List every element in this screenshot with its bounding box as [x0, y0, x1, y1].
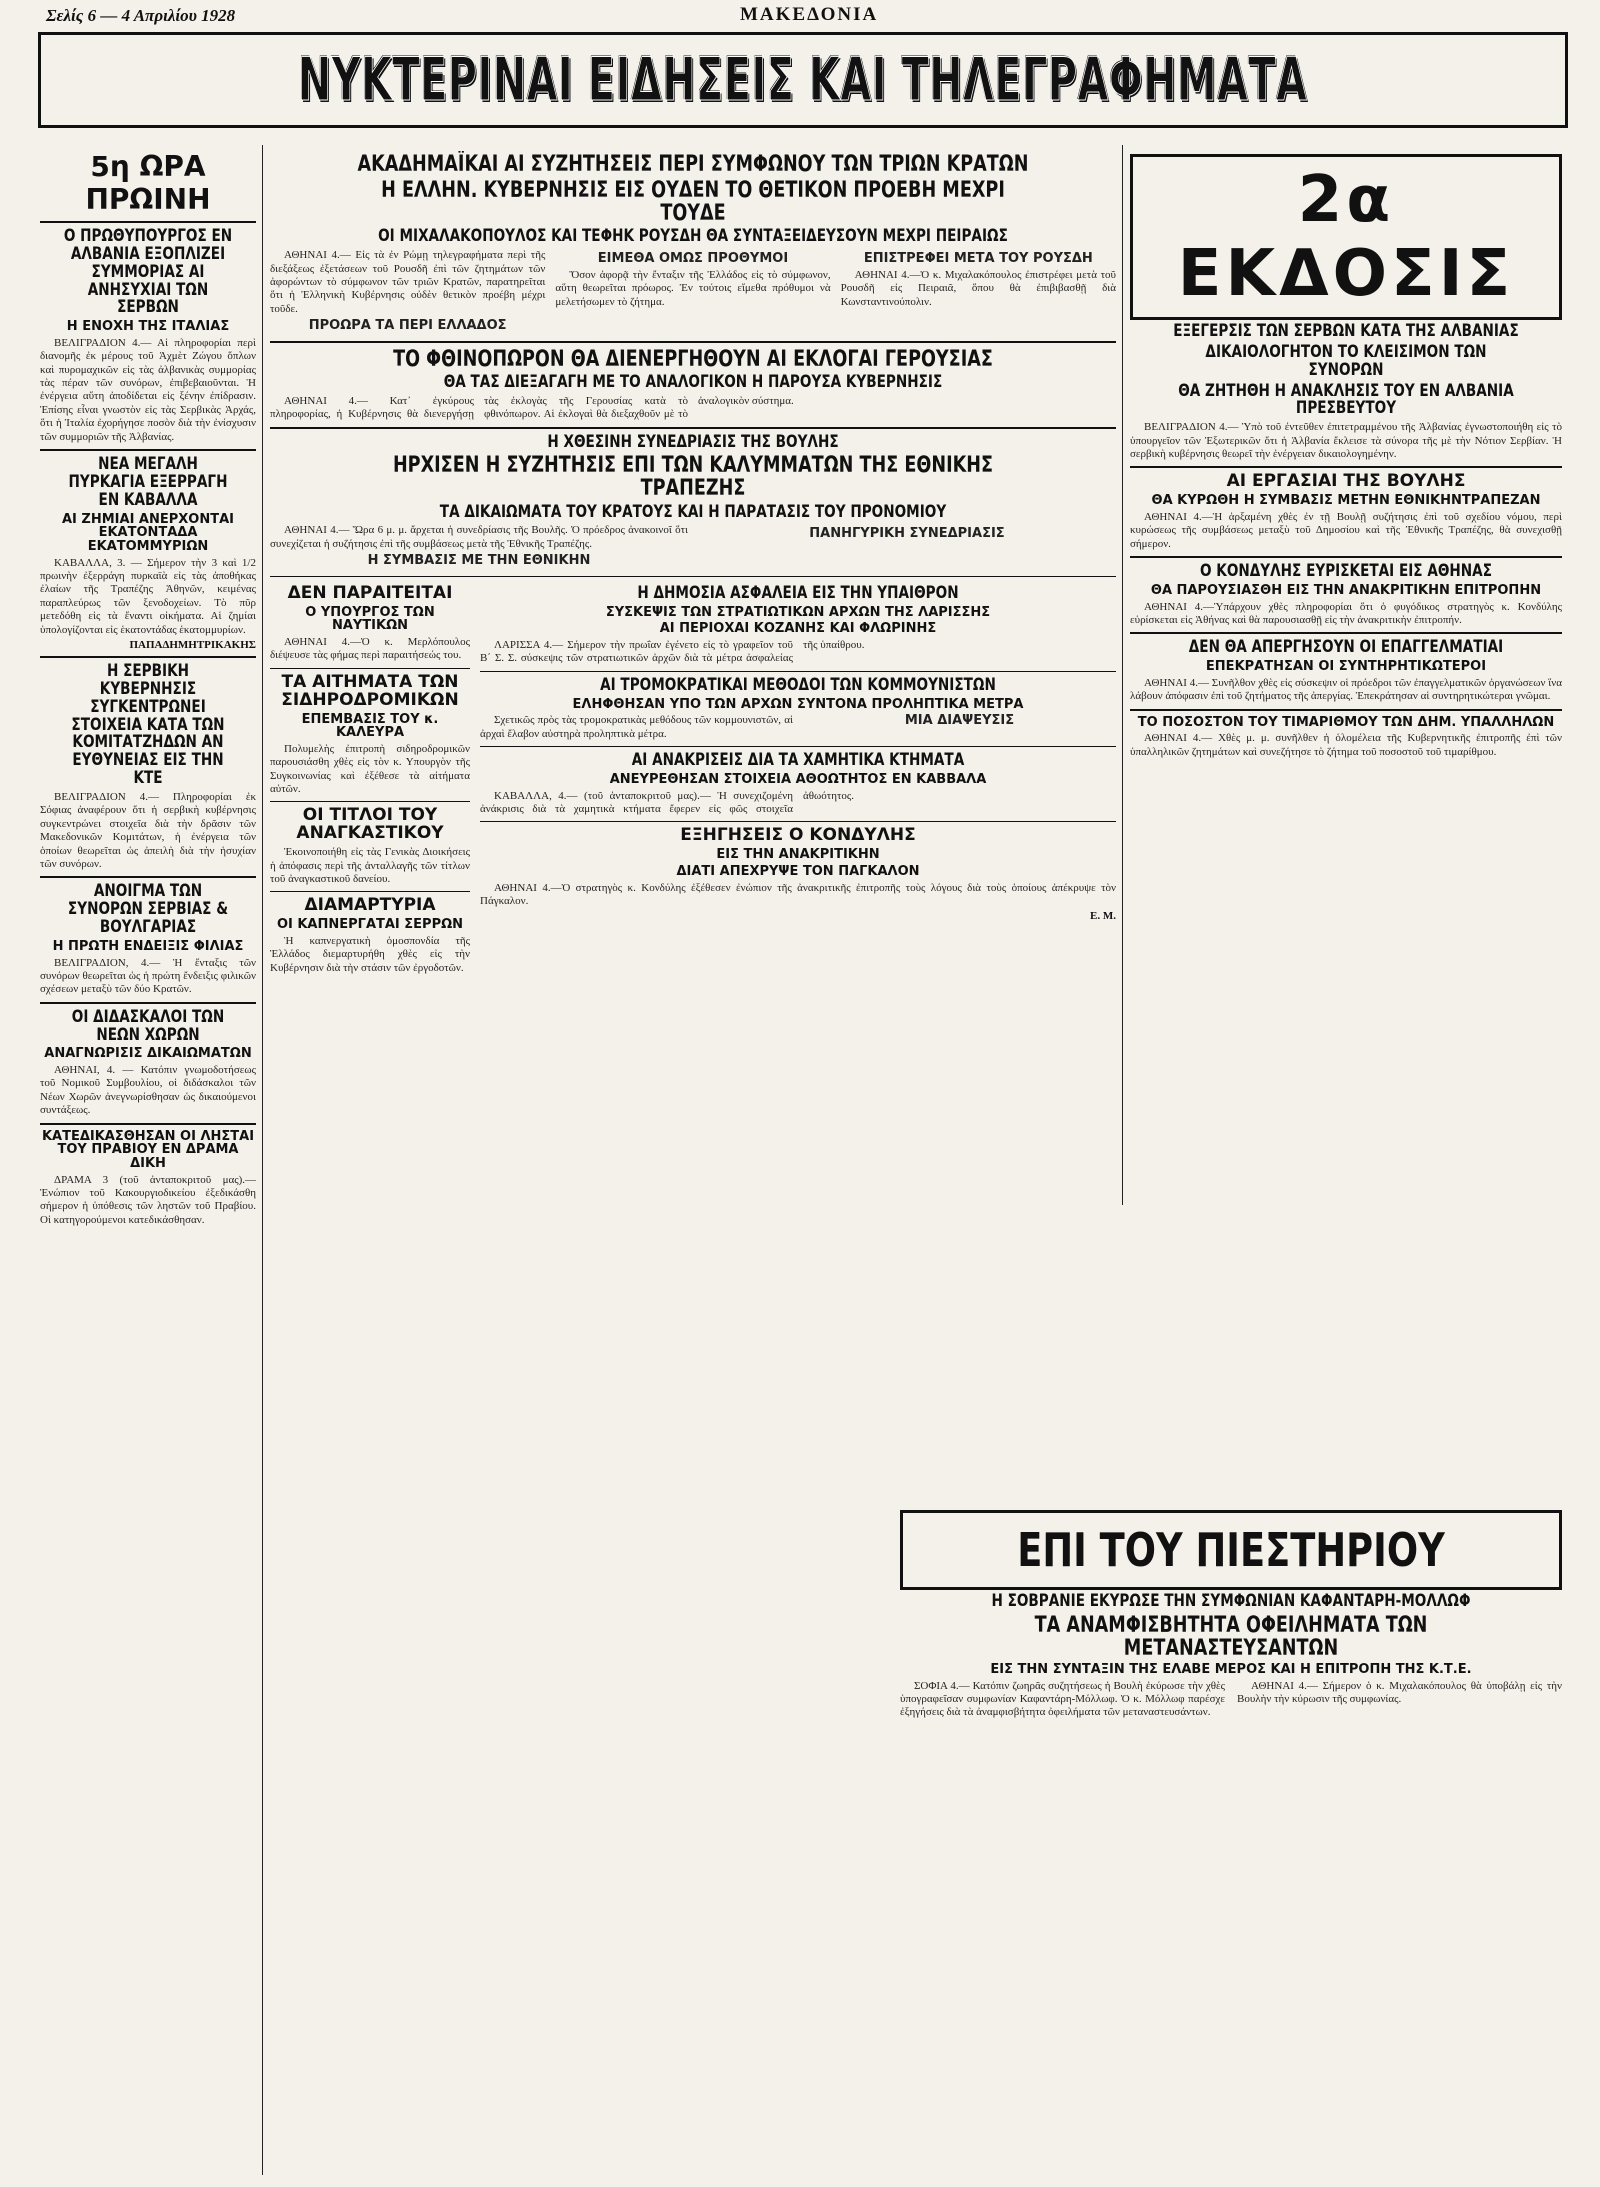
article-title: ΤΟ ΠΟΣΟΣΤΟΝ ΤΟΥ ΤΙΜΑΡΙΘΜΟΥ ΤΩΝ ΔΗΜ. ΥΠΑΛΛΗΛΩΝ [1137, 714, 1555, 730]
article-body: ΑΘΗΝΑΙ, 4. — Κατόπιν γνωμοδοτήσεως τοῦ Νομικοῦ Συμβουλίου, οἱ διδάσκαλοι τῶν Νέων Χωρῶν ἀνεγνωρίσθησαν ὡς δικαιούμενοι συντάξεως. [40, 1064, 256, 1117]
divider [40, 656, 256, 658]
banner-title: ΝΥΚΤΕΡΙΝΑΙ ΕΙΔΗΣΕΙΣ ΚΑΙ ΤΗΛΕΓΡΑΦΗΜΑΤΑ [298, 45, 1308, 115]
parliament-columns [270, 524, 1116, 570]
divider [40, 449, 256, 451]
article-body: Ἐκοινοποιήθη εἰς τὰς Γενικὰς Διοικήσεις ἡ ἀπόφασις περὶ τῆς ἀνταλλαγῆς τῶν τίτλων τοῦ ἀναγκαστικοῦ δανείου. [270, 846, 470, 885]
article-body: ΑΘΗΝΑΙ 4.— Συνῆλθον χθὲς εἰς σύσκεψιν οἱ πρόεδροι τῶν ἐπαγγελματικῶν ὀργανώσεων ἵνα λάβουν ἀπόφασιν ἐπὶ τοῦ ζητήματος τῆς ἀπεργίας. Ἐπεκράτησαν αἱ συντηρητικώτεραι γνῶμαι. [1130, 676, 1562, 703]
article-subtitle: ΘΑ ΚΥΡΩΘΗ Η ΣΥΜΒΑΣΙΣ ΜΕΤΗΝ ΕΘΝΙΚΗΝΤΡΑΠΕΖΑΝ [1151, 493, 1541, 509]
mini-heading: ΕΠΙΣΤΡΕΦΕΙ ΜΕΤΑ ΤΟΥ ΡΟΥΣΔΗ [863, 251, 1093, 267]
press-subtitle-2: ΤΑ ΑΝΑΜΦΙΣΒΗΤΗΤΑ ΟΦΕΙΛΗΜΑΤΑ ΤΩΝ ΜΕΤΑΝΑΣΤΕΥΣΑΝΤΩΝ [1034, 1612, 1428, 1661]
article-title: ΚΑΤΕΔΙΚΑΣΘΗΣΑΝ ΟΙ ΛΗΣΤΑΙ ΤΟΥ ΠΡΑΒΙΟΥ ΕΝ ΔΡΑΜΑ ΔΙΚΗ [41, 1128, 255, 1171]
divider [480, 821, 1116, 822]
article-title: ΑΙ ΤΡΟΜΟΚΡΑΤΙΚΑΙ ΜΕΘΟΔΟΙ ΤΩΝ ΚΟΜΜΟΥΝΙΣΤΩΝ [600, 674, 996, 695]
article-title: ΕΞΗΓΗΣΕΙΣ Ο ΚΟΝΔΥΛΗΣ [680, 825, 916, 846]
divider [480, 671, 1116, 672]
lead-body: ΑΘΗΝΑΙ 4.— Εἰς τὰ ἐν Ρώμῃ τηλεγραφήματα περὶ τῆς διεξάξεως ἐξετάσεων τοῦ Ρουσδῆ ἐπὶ τῶν ζητημάτων τῶν ἀφορώντων τὸ σύμφωνον τῶν τριῶν Κρατῶν, παρατηρεῖται ὅτι ἡ Ἑλληνικὴ Κυβέρνησις οὐδὲν θετικὸν προέβη μέχρι τοῦδε. ΠΡΟΩΡΑ ΤΑ ΠΕΡΙ ΕΛΛΑΔΟΣ [270, 249, 546, 334]
press-subtitle: Η ΣΟΒΡΑΝΙΕ ΕΚΥΡΩΣΕ ΤΗΝ ΣΥΜΦΩΝΙΑΝ ΚΑΦΑΝΤΑΡΗ-ΜΟΛΛΩΦ [991, 1591, 1471, 1611]
article-title: ΝΕΑ ΜΕΓΑΛΗ ΠΥΡΚΑΓΙΑ ΕΞΕΡΡΑΓΗ ΕΝ ΚΑΒΑΛΛΑ [68, 454, 228, 510]
center-lower-right [480, 582, 1116, 977]
article-subtitle: ΣΥΣΚΕΨΙΣ ΤΩΝ ΣΤΡΑΤΙΩΤΙΚΩΝ ΑΡΧΩΝ ΤΗΣ ΛΑΡΙΣΣΗΣ [605, 604, 991, 620]
article-title: ΟΙ ΔΙΔΑΣΚΑΛΟΙ ΤΩΝ ΝΕΩΝ ΧΩΡΩΝ [71, 1006, 225, 1045]
paper-name: ΜΑΚΕΔΟΝΙΑ [740, 4, 879, 25]
lead-body-columns [270, 249, 1116, 336]
article-subtitle: ΟΙ ΚΑΠΝΕΡΓΑΤΑΙ ΣΕΡΡΩΝ [276, 917, 464, 933]
divider [40, 1123, 256, 1125]
article-body: ΒΕΛΙΓΡΑΔΙΟΝ 4.— Πληροφορίαι ἐκ Σόφιας ἀναφέρουν ὅτι ἡ σερβικὴ κυβέρνησις συγκεντρώνει στοιχεῖα διὰ τὴν δρᾶσιν τῶν Μακεδονικῶν Κομιτάτων, ἡ ἐνέργεια τῶν ὁποίων θεωρεῖται ὡς ἀπειλὴ διὰ τὴν ἡσυχίαν τῶν συνόρων. [40, 790, 256, 870]
mini-heading: Η ΣΥΜΒΑΣΙΣ ΜΕ ΤΗΝ ΕΘΝΙΚΗΝ [367, 553, 591, 569]
parliament-body: ΑΘΗΝΑΙ 4.— Ὥρα 6 μ. μ. ἄρχεται ἡ συνεδρίασις τῆς Βουλῆς. Ὁ πρόεδρος ἀνακοινοῖ ὅτι συνεχίζεται ἡ συζήτησις ἐπὶ τῆς συμβάσεως μετὰ τῆς Ἐθνικῆς Τραπέζης. Η ΣΥΜΒΑΣΙΣ ΜΕ ΤΗΝ ΕΘΝΙΚΗΝ [270, 524, 688, 569]
lead-title: ΑΚΑΔΗΜΑΪΚΑΙ ΑΙ ΣΥΖΗΤΗΣΕΙΣ ΠΕΡΙ ΣΥΜΦΩΝΟΥ ΤΩΝ ΤΡΙΩΝ ΚΡΑΤΩΝ [357, 152, 1029, 177]
article-title: ΕΞΕΓΕΡΣΙΣ ΤΩΝ ΣΕΡΒΩΝ ΚΑΤΑ ΤΗΣ ΑΛΒΑΝΙΑΣ [1173, 321, 1519, 341]
lead-body: ΕΙΜΕΘΑ ΟΜΩΣ ΠΡΟΘΥΜΟΙ Ὅσον ἀφορᾷ τὴν ἔνταξιν τῆς Ἑλλάδος εἰς τὸ σύμφωνον, αὕτη θεωρεῖται πρόωρος. Ἐν τούτοις εἴμεθα πρόθυμοι νὰ μελετήσωμεν τὸ ζήτημα. [555, 251, 831, 308]
article-body: ΔΡΑΜΑ 3 (τοῦ ἀνταποκριτοῦ μας).— Ἐνώπιον τοῦ Κακουργιοδικείου ἐξεδικάσθη σήμερον ἡ ὑπόθεσις τῶν ληστῶν τοῦ Πραβίου. Οἱ κατηγορούμενοι κατεδικάσθησαν. [40, 1173, 256, 1226]
article-title: ΔΕΝ ΠΑΡΑΙΤΕΙΤΑΙ [287, 582, 453, 603]
right-column [1130, 150, 1562, 1210]
article-body: Σχετικῶς πρὸς τὰς τρομοκρατικὰς μεθόδους τῶν κομμουνιστῶν, αἱ ἀρχαὶ ἔλαβον αὐστηρὰ προληπτικὰ μέτρα. ΜΙΑ ΔΙΑΨΕΥΣΙΣ [480, 714, 1116, 741]
divider [270, 891, 470, 892]
divider [40, 876, 256, 878]
article-subtitle: Η ΠΡΩΤΗ ΕΝΔΕΙΞΙΣ ΦΙΛΙΑΣ [52, 938, 244, 954]
press-subtitle-3: ΕΙΣ ΤΗΝ ΣΥΝΤΑΞΙΝ ΤΗΣ ΕΛΑΒΕ ΜΕΡΟΣ ΚΑΙ Η ΕΠΙΤΡΟΠΗ ΤΗΣ Κ.Τ.Ε. [990, 1662, 1472, 1678]
lead-subtitle: Η ΕΛΛΗΝ. ΚΥΒΕΡΝΗΣΙΣ ΕΙΣ ΟΥΔΕΝ ΤΟ ΘΕΤΙΚΟΝ ΠΡΟΕΒΗ ΜΕΧΡΙ ΤΟΥΔΕ [381, 178, 1005, 227]
left-column [40, 150, 256, 2180]
article-signature: ΠΑΠΑΔΗΜΗΤΡΙΚΑΚΗΣ [129, 639, 256, 651]
divider [270, 427, 1116, 429]
center-lower-left [270, 582, 470, 977]
article-title: ΑΝΟΙΓΜΑ ΤΩΝ ΣΥΝΟΡΩΝ ΣΕΡΒΙΑΣ & ΒΟΥΛΓΑΡΙΑΣ [67, 881, 229, 938]
divider [480, 746, 1116, 747]
lead-subtitle-2: ΟΙ ΜΙΧΑΛΑΚΟΠΟΥΛΟΣ ΚΑΙ ΤΕΦΗΚ ΡΟΥΣΔΗ ΘΑ ΣΥΝΤΑΞΕΙΔΕΥΣΟΥΝ ΜΕΧΡΙ ΠΕΙΡΑΙΩΣ [378, 226, 1008, 247]
article-subtitle: ΕΠΕΚΡΑΤΗΣΑΝ ΟΙ ΣΥΝΤΗΡΗΤΙΚΩΤΕΡΟΙ [1205, 659, 1487, 675]
article-body: ΑΘΗΝΑΙ 4.—Ἡ ἀρξαμένη χθὲς ἐν τῇ Βουλῇ συζήτησις ἐπὶ τοῦ σχεδίου νόμου, περὶ κυρώσεως τῆς συμβάσεως μεταξὺ τοῦ Δημοσίου καὶ τῆς Ἐθνικῆς Τραπέζης, θὰ συνεχισθῇ σήμερον. [1130, 510, 1562, 550]
edition-label: 2α ΕΚΔΟΣΙΣ [1177, 163, 1515, 311]
article-body: ΒΕΛΙΓΡΑΔΙΟΝ 4.— Αἱ πληροφορίαι περὶ διανομῆς ἐκ μέρους τοῦ Ἀχμὲτ Ζώγου ὅπλων καὶ πυρομαχικῶν εἰς τὰς ἀλβανικὰς συμμορίας τὰς πέραν τῶν συνόρων, ἐπιβεβαιοῦνται. Ἡ ἐνέργεια αὕτη ἀποδίδεται εἰς ξένην ἐπίδρασιν. Ἐπίσης εἶναι γνωστὸν εἰς τὰς Σερβικὰς Ἀρχάς, ὅτι ἡ Ἰταλία ἐχορήγησε ποσὸν διὰ τὴν ἐνίσχυσιν τῶν συμμοριῶν τῆς Ἀλβανίας. [40, 336, 256, 443]
article-body: ΑΘΗΝΑΙ 4.— Χθὲς μ. μ. συνῆλθεν ἡ ὁλομέλεια τῆς Κυβερνητικῆς ἐπιτροπῆς ἐπὶ τῶν ὑπαλληλικῶν ζητημάτων καὶ συνεζήτησε τὸ ζήτημα τοῦ ποσοστοῦ τοῦ τιμαρίθμου. [1130, 732, 1562, 758]
divider [270, 801, 470, 802]
parliament-body [698, 524, 1116, 570]
parliament-subtitle-2: ΤΑ ΔΙΚΑΙΩΜΑΤΑ ΤΟΥ ΚΡΑΤΟΥΣ ΚΑΙ Η ΠΑΡΑΤΑΣΙΣ ΤΟΥ ΠΡΟΝΟΜΙΟΥ [439, 501, 947, 522]
divider [40, 1002, 256, 1004]
article-subtitle: ΔΙΚΑΙΟΛΟΓΗΤΟΝ ΤΟ ΚΛΕΙΣΙΜΟΝ ΤΩΝ ΣΥΝΟΡΩΝ [1205, 341, 1487, 380]
article-subtitle: ΑΙ ΖΗΜΙΑΙ ΑΝΕΡΧΟΝΤΑΙ ΕΚΑΤΟΝΤΑΔΑ ΕΚΑΤΟΜΜΥΡΙΩΝ [62, 511, 234, 554]
article-title: Η ΔΗΜΟΣΙΑ ΑΣΦΑΛΕΙΑ ΕΙΣ ΤΗΝ ΥΠΑΙΘΡΟΝ [637, 582, 959, 603]
article-subtitle: ΕΛΗΦΘΗΣΑΝ ΥΠΟ ΤΩΝ ΑΡΧΩΝ ΣΥΝΤΟΝΑ ΠΡΟΛΗΠΤΙΚΑ ΜΕΤΡΑ [572, 696, 1024, 712]
article-title: Ο ΠΡΩΘΥΠΟΥΡΓΟΣ ΕΝ ΑΛΒΑΝΙΑ ΕΞΟΠΛΙΖΕΙ ΣΥΜΜΟΡΙΑΣ ΑΙ ΑΝΗΣΥΧΙΑΙ ΤΩΝ ΣΕΡΒΩΝ [63, 226, 233, 318]
article-title: ΑΙ ΑΝΑΚΡΙΣΕΙΣ ΔΙΑ ΤΑ ΧΑΜΗΤΙΚΑ ΚΤΗΜΑΤΑ [631, 750, 965, 771]
mini-heading: ΠΡΟΩΡΑ ΤΑ ΠΕΡΙ ΕΛΛΑΔΟΣ [308, 318, 507, 334]
column-rule [262, 145, 263, 2175]
article-title: ΑΙ ΕΡΓΑΣΙΑΙ ΤΗΣ ΒΟΥΛΗΣ [1226, 471, 1466, 492]
article-title: ΤΑ ΑΙΤΗΜΑΤΑ ΤΩΝ ΣΙΔΗΡΟΔΡΟΜΙΚΩΝ [281, 671, 459, 710]
senate-subtitle: ΘΑ ΤΑΣ ΔΙΕΞΑΓΑΓΗ ΜΕ ΤΟ ΑΝΑΛΟΓΙΚΟΝ Η ΠΑΡΟΥΣΑ ΚΥΒΕΡΝΗΣΙΣ [443, 371, 943, 392]
article-subtitle: ΑΝΕΥΡΕΘΗΣΑΝ ΣΤΟΙΧΕΙΑ ΑΘΟΩΤΗΤΟΣ ΕΝ ΚΑΒΒΑΛΑ [609, 771, 987, 787]
mini-heading: ΕΙΜΕΘΑ ΟΜΩΣ ΠΡΟΘΥΜΟΙ [597, 251, 789, 267]
article-subtitle: ΕΠΕΜΒΑΣΙΣ ΤΟΥ κ. ΚΑΛΕΥΡΑ [301, 711, 439, 741]
parliament-title: Η ΧΘΕΣΙΝΗ ΣΥΝΕΔΡΙΑΣΙΣ ΤΗΣ ΒΟΥΛΗΣ [547, 431, 839, 452]
divider [1130, 632, 1562, 634]
article-subtitle-2: ΘΑ ΖΗΤΗΘΗ Η ΑΝΑΚΛΗΣΙΣ ΤΟΥ ΕΝ ΑΛΒΑΝΙΑ ΠΡΕΣΒΕΥΤΟΥ [1178, 380, 1514, 419]
article-body: ΒΕΛΙΓΡΑΔΙΟΝ 4.— Ὑπὸ τοῦ ἐντεῦθεν ἐπιτετραμμένου τῆς Ἀλβανίας ἐγνωστοποιήθη εἰς τὸ ὑπουργεῖον τῶν Ἐξωτερικῶν ὅτι ἡ Ἀλβανία ἔκλεισε τὰ σύνορα τῆς μὲ τὴν Νότιον Σερβίαν. Ἡ σερβικὴ κυβέρνησις θεωρεῖ τὴν ἐνέργειαν δικαιολογημένην. [1130, 421, 1562, 461]
article-body: ΑΘΗΝΑΙ 4.—Ὁ στρατηγὸς κ. Κονδύλης ἐξέθεσεν ἐνώπιον τῆς ἀνακριτικῆς ἐπιτροπῆς τοὺς λόγους διὰ τοὺς ὁποίους ἀπέκρυψε τὸν Πάγκαλον. [480, 881, 1116, 907]
column-rule [1122, 145, 1123, 1205]
press-body: ΣΟΦΙΑ 4.— Κατόπιν ζωηρᾶς συζητήσεως ἡ Βουλὴ ἐκύρωσε τὴν χθὲς ὑπογραφεῖσαν συμφωνίαν Καφαντάρη-Μόλλωφ. Ὁ κ. Μόλλωφ παρέσχε ἐξηγήσεις διὰ τὰ ἀναμφισβήτητα ὀφειλήματα τῶν μεταναστευσάντων. ΑΘΗΝΑΙ 4.— Σήμερον ὁ κ. Μιχαλακόπουλος θὰ ὑποβάλῃ εἰς τὴν Βουλὴν τὴν κύρωσιν τῆς συμφωνίας. [900, 1679, 1562, 1719]
article-body: ΛΑΡΙΣΣΑ 4.— Σήμερον τὴν πρωΐαν ἐγένετο εἰς τὸ γραφεῖον τοῦ Β΄ Σ. Σ. σύσκεψις τῶν στρατιωτικῶν ἀρχῶν διὰ τὰ μέτρα ἀσφαλείας τῆς ὑπαίθρου. [480, 639, 865, 665]
article-body: ΑΘΗΝΑΙ 4.—Ὑπάρχουν χθὲς πληροφορίαι ὅτι ὁ φυγόδικος στρατηγὸς κ. Κονδύλης εὑρίσκεται εἰς Ἀθήνας καὶ θὰ παρουσιασθῇ εἰς τὴν ἀνακριτικὴν ἐπιτροπήν. [1130, 600, 1562, 627]
center-lower [270, 582, 1116, 977]
lead-body: ΕΠΙΣΤΡΕΦΕΙ ΜΕΤΑ ΤΟΥ ΡΟΥΣΔΗ ΑΘΗΝΑΙ 4.—Ὁ κ. Μιχαλακόπουλος ἐπιστρέφει μετὰ τοῦ Ρουσδῆ εἰς Πειραιᾶ, ὅπου θὰ ἐπιβιβασθῇ διὰ Κωνσταντινούπολιν. [840, 251, 1116, 308]
hour-heading: 5η ΩΡΑ ΠΡΩΙΝΗ [85, 150, 211, 216]
divider [1130, 466, 1562, 468]
divider [40, 221, 256, 223]
masthead-banner [38, 32, 1568, 128]
article-body: Πολυμελὴς ἐπιτροπὴ σιδηροδρομικῶν παρουσιάσθη χθὲς εἰς τὸν κ. Υπουργὸν τῆς Συγκοινωνίας καὶ ἐξέθεσε τὰ αἰτήματα αὐτῶν. [270, 742, 470, 795]
mini-heading: ΠΑΝΗΓΥΡΙΚΗ ΣΥΝΕΔΡΙΑΣΙΣ [809, 526, 1005, 542]
article-title: Η ΣΕΡΒΙΚΗ ΚΥΒΕΡΝΗΣΙΣ ΣΥΓΚΕΝΤΡΩΝΕΙ ΣΤΟΙΧΕΙΑ ΚΑΤΑ ΤΩΝ ΚΟΜΙΤΑΤΖΗΔΩΝ ΑΝ ΕΥΘΥΝΕΙΑΣ ΕΙΣ ΤΗΝ ΚΤΕ [71, 661, 225, 789]
article-subtitle: Ο ΥΠΟΥΡΓΟΣ ΤΩΝ ΝΑΥΤΙΚΩΝ [305, 604, 435, 634]
senate-title: ΤΟ ΦΘΙΝΟΠΩΡΟΝ ΘΑ ΔΙΕΝΕΡΓΗΘΟΥΝ ΑΙ ΕΚΛΟΓΑΙ ΓΕΡΟΥΣΙΑΣ [393, 346, 993, 372]
article-title: ΔΙΑΜΑΡΤΥΡΙΑ [304, 895, 436, 916]
article-title: ΔΕΝ ΘΑ ΑΠΕΡΓΗΣΟΥΝ ΟΙ ΕΠΑΓΓΕΛΜΑΤΙΑΙ [1188, 637, 1504, 658]
divider [1130, 709, 1562, 711]
article-subtitle: ΑΙ ΠΕΡΙΟΧΑΙ ΚΟΖΑΝΗΣ ΚΑΙ ΦΛΩΡΙΝΗΣ [659, 621, 937, 637]
press-section [900, 1510, 1562, 2170]
article-title: ΟΙ ΤΙΤΛΟΙ ΤΟΥ ΑΝΑΓΚΑΣΤΙΚΟΥ [296, 805, 444, 844]
divider [1130, 556, 1562, 558]
article-body: Ἡ καπνεργατικὴ ὁμοσπονδία τῆς Ἑλλάδος διεμαρτυρήθη χθὲς εἰς τὴν Κυβέρνησιν διὰ τὴν στάσιν τῶν ἐργοδοτῶν. [270, 934, 470, 974]
article-title: Ο ΚΟΝΔΥΛΗΣ ΕΥΡΙΣΚΕΤΑΙ ΕΙΣ ΑΘΗΝΑΣ [1199, 561, 1492, 582]
article-subtitle: ΑΝΑΓΝΩΡΙΣΙΣ ΔΙΚΑΙΩΜΑΤΩΝ [44, 1046, 252, 1062]
mini-heading: ΜΙΑ ΔΙΑΨΕΥΣΙΣ [904, 713, 1015, 729]
article-body: ΚΑΒΑΛΛΑ, 3. — Σήμερον τὴν 3 καὶ 1/2 πρωινὴν ἐξερράγη πυρκαϊὰ εἰς τὰς ἀποθήκας ἐλαίων τῆς Τραπέζης Ἀθηνῶν, κειμένας παραπλεύρως τῶν ξενοδοχείων. Τὸ πῦρ μετεδόθη εἰς τὰ ἔναντι οἰκήματα. Αἱ ζημίαι ὑπολογίζονται εἰς ἑκατοντάδας ἑκατομμυρίων. [40, 556, 256, 636]
press-banner: ΕΠΙ ΤΟΥ ΠΙΕΣΤΗΡΙΟΥ [900, 1510, 1562, 1590]
divider [270, 576, 1116, 577]
article-subtitle: ΕΙΣ ΤΗΝ ΑΝΑΚΡΙΤΙΚΗΝ [716, 847, 880, 863]
divider [270, 341, 1116, 343]
article-subtitle: ΘΑ ΠΑΡΟΥΣΙΑΣΘΗ ΕΙΣ ΤΗΝ ΑΝΑΚΡΙΤΙΚΗΝ ΕΠΙΤΡΟΠΗΝ [1150, 582, 1542, 598]
dateline: Σελίς 6 — 4 Απριλίου 1928 [46, 6, 236, 25]
article-signature: Ε. Μ. [1090, 910, 1116, 923]
article-subtitle: ΔΙΑΤΙ ΑΠΕΧΡΥΨΕ ΤΟΝ ΠΑΓΚΑΛΟΝ [676, 863, 920, 879]
edition-box [1130, 154, 1562, 320]
parliament-subtitle: ΗΡΧΙΣΕΝ Η ΣΥΖΗΤΗΣΙΣ ΕΠΙ ΤΩΝ ΚΑΛΥΜΜΑΤΩΝ ΤΗΣ ΕΘΝΙΚΗΣ ΤΡΑΠΕΖΗΣ [392, 453, 994, 502]
divider [270, 668, 470, 669]
article-subtitle: Η ΕΝΟΧΗ ΤΗΣ ΙΤΑΛΙΑΣ [66, 319, 230, 335]
senate-body: ΑΘΗΝΑΙ 4.— Κατ᾽ ἐγκύρους πληροφορίας, ἡ Κυβέρνησις θὰ διενεργήσῃ τὰς ἐκλογὰς τῆς Γερουσίας κατὰ τὸ φθινόπωρον. Αἱ ἐκλογαὶ θὰ διεξαχθοῦν μὲ τὸ ἀναλογικὸν σύστημα. [270, 394, 794, 421]
article-body: ΚΑΒΑΛΛΑ, 4.— (τοῦ ἀνταποκριτοῦ μας).— Ἡ συνεχιζομένη ἀνάκρισις διὰ τὰ χαμητικὰ κτήματα ἔφερεν εἰς φῶς στοιχεῖα ἀθωότητος. [480, 789, 854, 815]
article-body: ΑΘΗΝΑΙ 4.—Ὁ κ. Μερλόπουλος διέψευσε τὰς φήμας περὶ παραιτήσεώς του. [270, 636, 470, 662]
article-body: ΒΕΛΙΓΡΑΔΙΟΝ, 4.— Ἡ ἔνταξις τῶν συνόρων θεωρεῖται ὡς ἡ πρώτη ἔνδειξις φιλικῶν σχέσεων μεταξὺ τῶν δύο Κρατῶν. [40, 956, 256, 996]
